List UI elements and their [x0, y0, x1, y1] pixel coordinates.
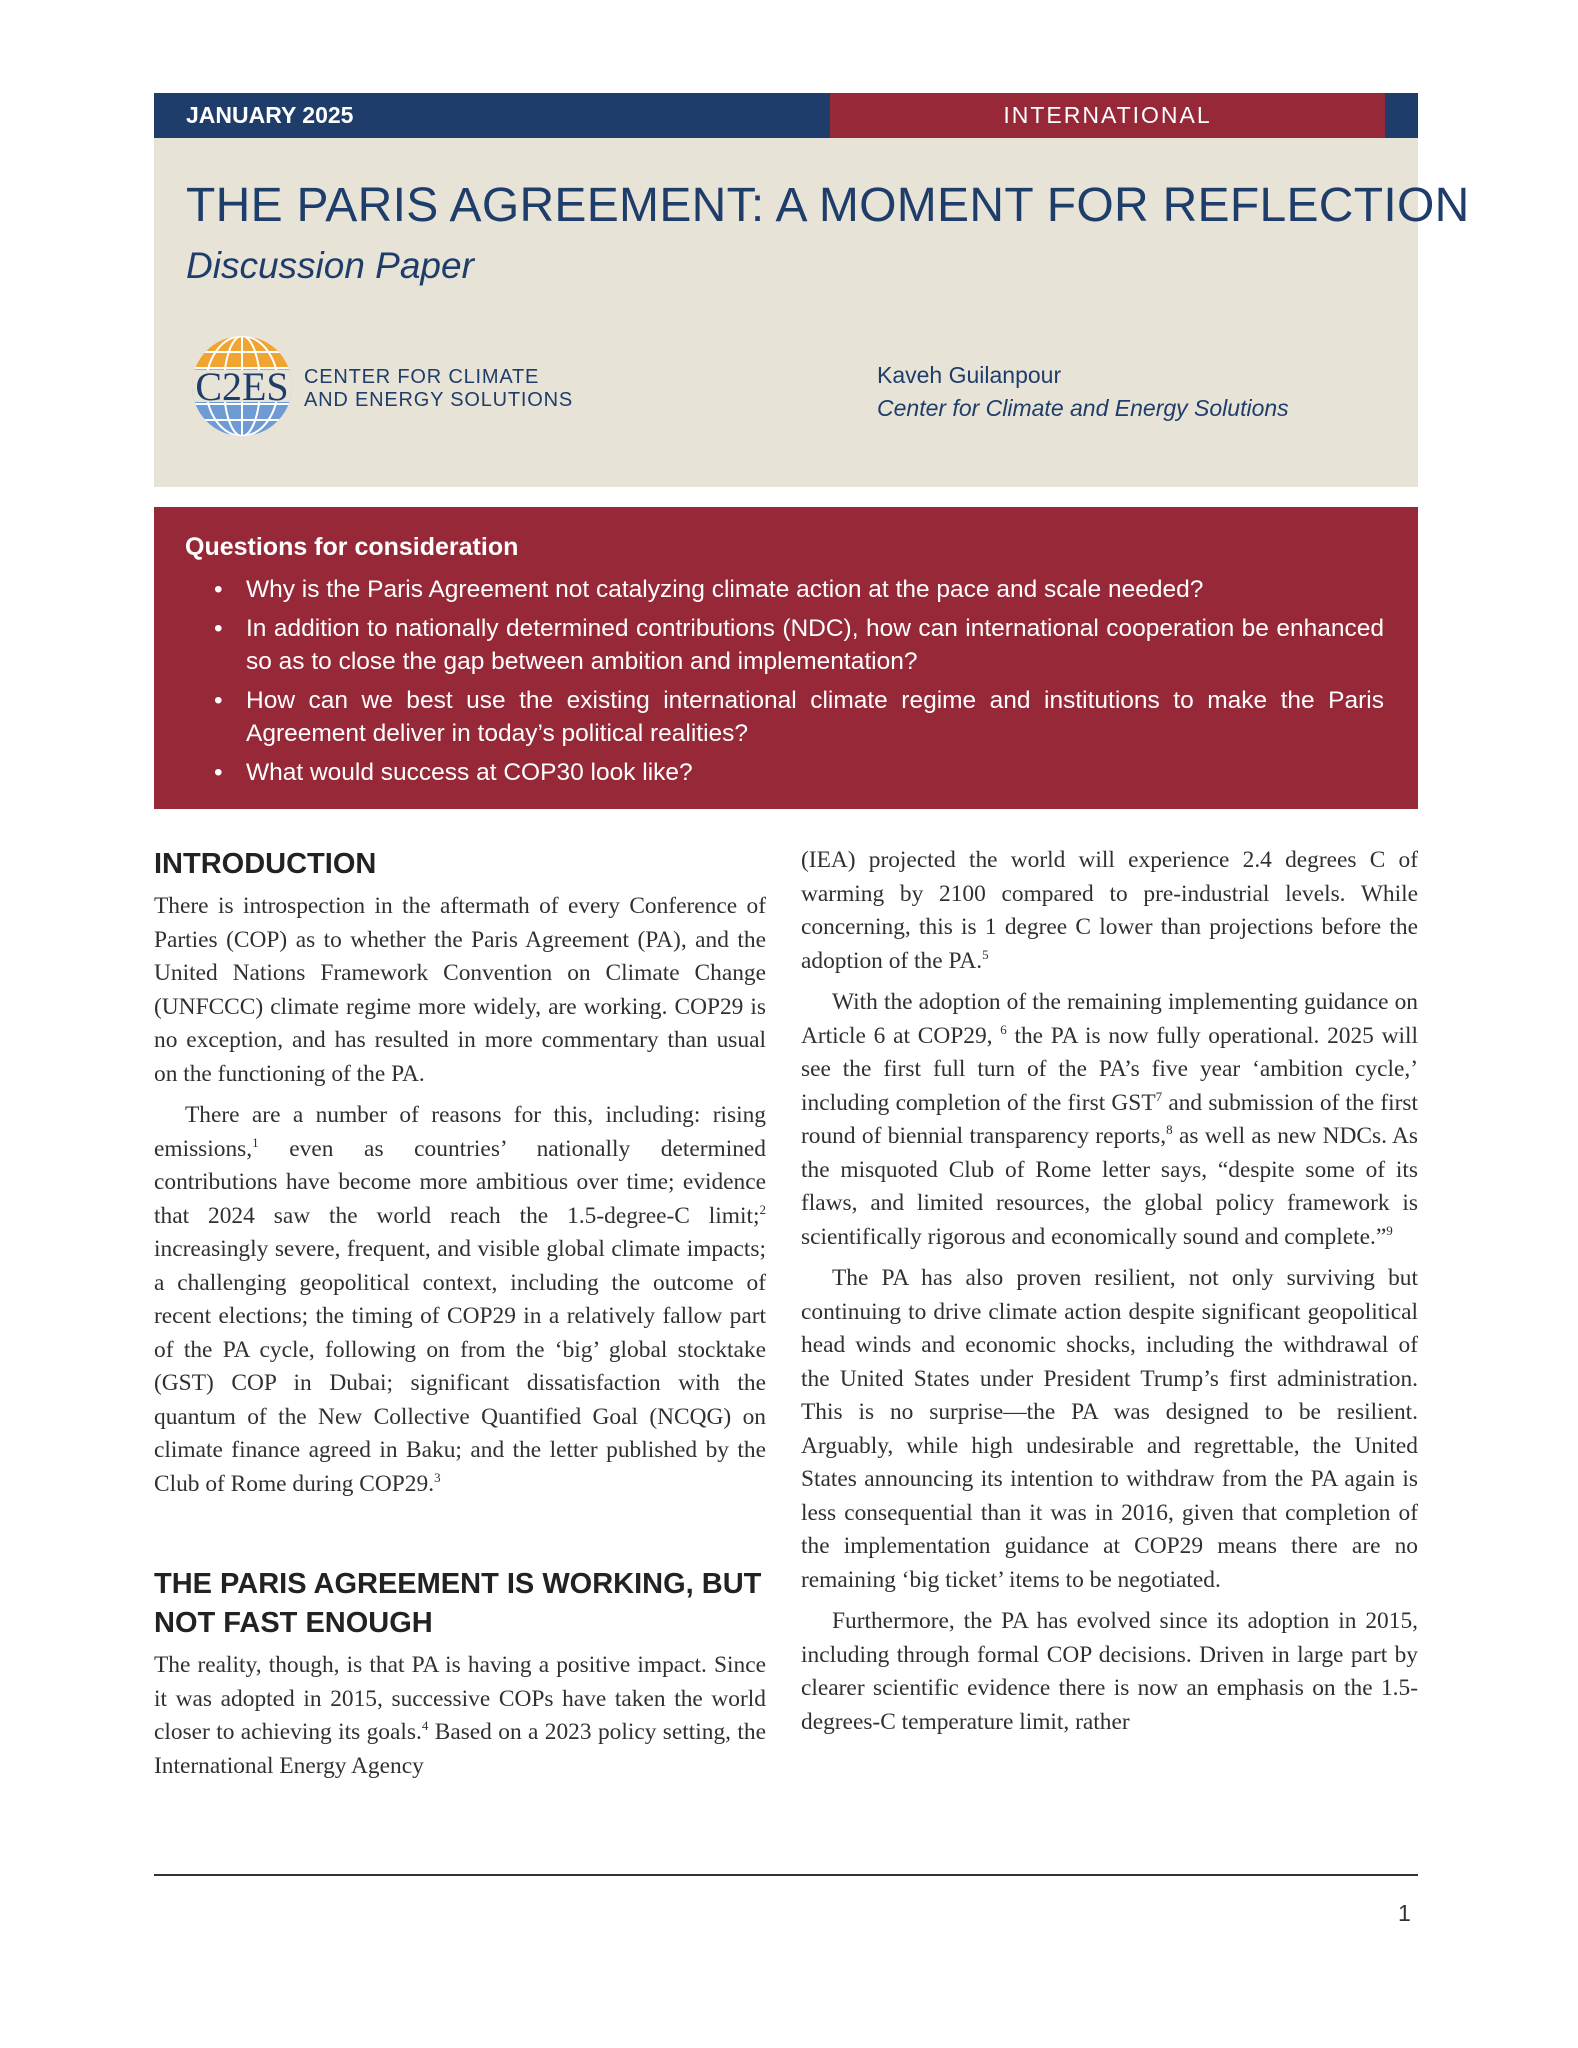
- paragraph: (IEA) projected the world will experience 2.4 degrees C of warming by 2100 compared to pre-industrial levels. While concerning, this is 1 degree C lower than projections before the adoption of the PA.$^5$: [801, 847, 1418, 974]
- questions-box: [154, 507, 1418, 809]
- footnote-ref: 9: [1386, 1222, 1393, 1238]
- questions-list: [214, 573, 1384, 795]
- left-column: [154, 845, 766, 1791]
- header-band: [154, 93, 1418, 138]
- footnote-ref: 5: [982, 946, 989, 962]
- title-panel: [154, 138, 1470, 487]
- paragraph: The reality, though, is that PA is having a positive impact. Since it was adopted in 2015, successive COPs have taken the world closer to achieving its goals.$^4$ Based on a 2023 policy setting, the International Energy Agency: [154, 1652, 766, 1779]
- footnote-ref: 1: [252, 1134, 259, 1150]
- list-item: • How can we best use the existing international climate regime and institutions to make the Paris Agreement deliver in today’s political realities?: [214, 684, 1384, 750]
- bullet-icon: •: [214, 687, 223, 714]
- c2es-logo: [190, 334, 294, 438]
- page-title: THE PARIS AGREEMENT: A MOMENT FOR REFLECTION: [186, 179, 1470, 232]
- paragraph: There is introspection in the aftermath of every Conference of Parties (COP) as to whether the Paris Agreement (PA), and the United Nations Framework Convention on Climate Change (UNFCCC) climate regime more widely, are working. COP29 is no exception, and has resulted in more commentary than usual on the functioning of the PA.: [154, 893, 766, 1087]
- bullet-icon: •: [214, 615, 223, 642]
- logo-text: C2ES: [195, 364, 289, 409]
- paragraph: Furthermore, the PA has evolved since its adoption in 2015, including through formal COP decisions. Driven in large part by clearer scientific evidence there is now an emphasis on the 1.5-degrees-C temperature limit, rather: [801, 1608, 1418, 1735]
- paragraph: There are a number of reasons for this, including: rising emissions,$^1$ even as countries’ nationally determined contributions have become more ambitious over time; evidence that 2024 saw the world reach the 1.5-degree-C limit;$^2$ increasingly severe, frequent, and visible global climate impacts; a challenging geopolitical context, including the outcome of recent elections; the timing of COP29 in a relatively fallow part of the PA cycle, following on from the ‘big’ global stocktake (GST) COP in Dubai; significant dissatisfaction with the quantum of the New Collective Quantified Goal (NCQG) on climate finance agreed in Baku; and the letter published by the Club of Rome during COP29.$^3$: [154, 1102, 766, 1497]
- list-item: • Why is the Paris Agreement not catalyzing climate action at the pace and scale needed?: [214, 573, 1384, 606]
- footnote-ref: 7: [1155, 1088, 1163, 1104]
- footnote-ref: 4: [421, 1718, 429, 1734]
- paragraph: The PA has also proven resilient, not only surviving but continuing to drive climate action despite significant geopolitical head winds and economic shocks, including the withdrawal of the United States under President Trump’s first administration. This is no surprise—the PA was designed to be resilient. Arguably, while high undesirable and regrettable, the United States announcing its intention to withdraw from the PA again is less consequential than it was in 2016, given that completion of the implementation guidance at COP29 means there are no remaining ‘big ticket’ items to be negotiated.: [801, 1265, 1418, 1593]
- list-item: • What would success at COP30 look like?: [214, 756, 1384, 789]
- org-name-line2: AND ENERGY SOLUTIONS: [304, 389, 574, 411]
- category-label: INTERNATIONAL: [830, 93, 1385, 138]
- bullet-icon: •: [214, 759, 223, 786]
- bullet-icon: •: [214, 576, 223, 603]
- footer-divider: [154, 1874, 1418, 1876]
- footnote-ref: 6: [1000, 1021, 1007, 1037]
- page-number: 1: [1398, 1900, 1411, 1926]
- footnote-ref: 2: [759, 1201, 766, 1217]
- section-heading-paris-agreement-working: THE PARIS AGREEMENT IS WORKING, BUT NOT FAST ENOUGH: [154, 1568, 762, 1639]
- page-subtitle: Discussion Paper: [186, 245, 474, 286]
- questions-heading: Questions for consideration: [185, 533, 519, 561]
- issue-date: JANUARY 2025: [186, 102, 354, 128]
- org-name-line1: CENTER FOR CLIMATE: [304, 366, 540, 388]
- list-item: • In addition to nationally determined contributions (NDC), how can international cooperation be enhanced so as to close the gap between ambition and implementation?: [214, 612, 1384, 678]
- paragraph: With the adoption of the remaining implementing guidance on Article 6 at COP29, $^6$ the PA is now fully operational. 2025 will see the first full turn of the PA’s five year ‘ambition cycle,’ including completion of the first GST$^7$ and submission of the first round of biennial transparency reports,$^8$ as well as new NDCs. As the misquoted Club of Rome letter says, “despite some of its flaws, and limited resources, the global policy framework is scientifically rigorous and economically sound and complete.”$^9$: [801, 989, 1418, 1250]
- author-name: Kaveh Guilanpour: [877, 362, 1062, 388]
- right-column: [801, 844, 1418, 1747]
- author-affiliation: Center for Climate and Energy Solutions: [877, 395, 1289, 421]
- section-heading-introduction: INTRODUCTION: [154, 848, 377, 880]
- footnote-ref: 8: [1166, 1122, 1173, 1138]
- footnote-ref: 3: [434, 1469, 441, 1485]
